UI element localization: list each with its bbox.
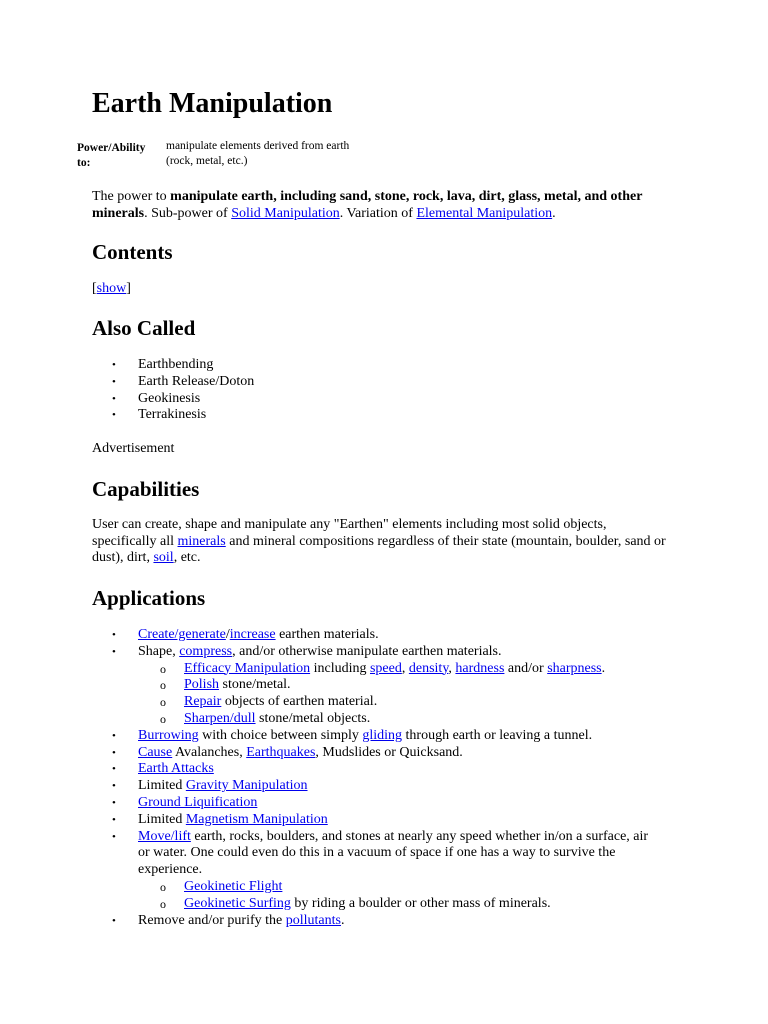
bullet-icon: • <box>112 780 116 793</box>
intro-text: . <box>552 205 556 221</box>
link-sharpen-dull[interactable]: Sharpen/dull <box>184 710 256 726</box>
capabilities-text: , etc. <box>173 550 201 565</box>
sub-list-item <box>92 711 692 728</box>
item-text: stone/metal. <box>219 677 291 693</box>
link-geokinetic-flight[interactable]: Geokinetic Flight <box>184 878 283 894</box>
intro-paragraph <box>92 189 682 222</box>
list-item <box>92 374 692 391</box>
sub-list-item <box>92 896 692 913</box>
item-text: Remove and/or purify the <box>138 912 286 928</box>
circle-bullet-icon: o <box>160 711 166 726</box>
applications-list <box>92 627 692 929</box>
link-gliding[interactable]: gliding <box>362 727 403 743</box>
link-sharpness[interactable]: sharpness <box>547 660 602 676</box>
list-item-text: Earthbending <box>138 357 214 372</box>
bullet-icon: • <box>112 813 116 826</box>
circle-bullet-icon: o <box>160 678 166 693</box>
item-text: objects of earthen material. <box>221 694 378 710</box>
sub-list-item <box>92 694 692 711</box>
bracket: [ <box>92 281 97 296</box>
list-item <box>92 829 692 879</box>
circle-bullet-icon: o <box>160 695 166 710</box>
page-title: Earth Manipulation <box>92 88 333 119</box>
list-item <box>92 745 692 762</box>
bullet-icon: • <box>112 796 116 809</box>
item-text: Limited <box>138 778 186 794</box>
advertisement-label: Advertisement <box>92 441 175 456</box>
item-text: Shape, <box>138 643 180 659</box>
link-repair[interactable]: Repair <box>184 694 222 710</box>
link-soil[interactable]: soil <box>153 550 174 565</box>
list-item <box>92 728 692 745</box>
item-text: . <box>340 912 345 928</box>
slash: / <box>225 627 230 642</box>
item-text: earth, rocks, boulders, and stones at nearly any speed whether in/on a surface, air or water. One could even do this in a vacuum of space if one has a way to survive the experience. <box>138 828 649 878</box>
also-called-list <box>92 357 692 424</box>
list-item <box>92 627 692 644</box>
infobox-value: manipulate elements derived from earth (rock, metal, etc.) <box>166 140 350 167</box>
list-item <box>92 407 692 424</box>
circle-bullet-icon: o <box>160 661 166 676</box>
capabilities-text: and mineral compositions regardless of their state (mountain, boulder, sand or dust), dirt, <box>92 533 666 565</box>
item-text: stone/metal objects. <box>255 710 371 726</box>
list-item <box>92 812 692 829</box>
link-pollutants[interactable]: pollutants <box>285 912 341 928</box>
bullet-icon: • <box>112 375 116 388</box>
list-item <box>92 391 692 408</box>
link-hardness[interactable]: hardness <box>455 660 505 676</box>
item-text: , and/or otherwise manipulate earthen materials. <box>232 643 502 659</box>
capabilities-paragraph <box>92 517 672 567</box>
link-minerals[interactable]: minerals <box>177 533 226 549</box>
bullet-icon: • <box>112 914 116 927</box>
list-item-text: Geokinesis <box>138 390 201 406</box>
heading-applications: Applications <box>92 586 206 610</box>
item-text: Avalanches, <box>172 744 247 760</box>
list-item <box>92 761 692 778</box>
link-increase[interactable]: increase <box>229 627 276 642</box>
link-polish[interactable]: Polish <box>184 677 220 693</box>
bullet-icon: • <box>112 409 116 422</box>
intro-text: . Sub-power of <box>144 205 232 221</box>
bullet-icon: • <box>112 746 116 759</box>
link-geokinetic-surfing[interactable]: Geokinetic Surfing <box>184 895 291 911</box>
comma: , <box>401 660 409 676</box>
link-ground-liquification[interactable]: Ground Liquification <box>138 794 258 810</box>
capabilities-text: User can create, shape and manipulate any "Earthen" elements including most solid objects, specifically all <box>92 517 607 549</box>
item-text: including <box>310 660 370 676</box>
link-density[interactable]: density <box>408 660 449 676</box>
link-move-lift[interactable]: Move/lift <box>138 828 191 844</box>
list-item-text: Earth Release/Doton <box>138 373 255 389</box>
list-item <box>92 913 692 930</box>
bullet-icon: • <box>112 645 116 658</box>
circle-bullet-icon: o <box>160 879 166 894</box>
item-text: earthen materials. <box>275 627 379 642</box>
list-item-text: Terrakinesis <box>138 407 207 423</box>
link-gravity-manipulation[interactable]: Gravity Manipulation <box>185 778 308 794</box>
link-earth-attacks[interactable]: Earth Attacks <box>138 761 214 777</box>
sub-list-item <box>92 677 692 694</box>
list-item <box>92 357 692 374</box>
link-create-generate[interactable]: Create/generate <box>138 627 226 642</box>
bullet-icon: • <box>112 763 116 776</box>
bullet-icon: • <box>112 392 116 405</box>
heading-contents: Contents <box>92 240 173 264</box>
show-contents-link[interactable]: show <box>96 281 127 296</box>
heading-capabilities: Capabilities <box>92 477 200 501</box>
link-burrowing[interactable]: Burrowing <box>138 727 199 743</box>
item-text: and/or <box>504 660 548 676</box>
link-speed[interactable]: speed <box>369 660 402 676</box>
intro-bold: manipulate earth, including sand, stone, rock, lava, dirt, glass, metal, and other minerals <box>92 189 643 221</box>
heading-also-called: Also Called <box>92 316 196 340</box>
infobox-label: Power/Ability to: <box>77 142 146 169</box>
comma: , <box>448 660 456 676</box>
intro-text: . Variation of <box>339 205 417 221</box>
circle-bullet-icon: o <box>160 896 166 911</box>
link-magnetism-manipulation[interactable]: Magnetism Manipulation <box>185 811 328 827</box>
link-efficacy-manipulation[interactable]: Efficacy Manipulation <box>184 660 311 676</box>
link-compress[interactable]: compress <box>179 643 233 659</box>
link-solid-manipulation[interactable]: Solid Manipulation <box>231 205 340 221</box>
list-item <box>92 644 692 661</box>
link-cause[interactable]: Cause <box>138 744 173 760</box>
item-text: with choice between simply <box>198 727 363 743</box>
sub-list-item <box>92 879 692 896</box>
bracket: ] <box>126 281 131 296</box>
item-text: through earth or leaving a tunnel. <box>402 727 593 743</box>
item-text: by riding a boulder or other mass of minerals. <box>290 895 551 911</box>
list-item <box>92 778 692 795</box>
item-text: . <box>601 660 606 676</box>
list-item <box>92 795 692 812</box>
link-earthquakes[interactable]: Earthquakes <box>246 744 316 760</box>
intro-text: The power to <box>92 189 171 204</box>
bullet-icon: • <box>112 830 116 843</box>
contents-toggle <box>92 281 682 298</box>
item-text: Limited <box>138 811 186 827</box>
link-elemental-manipulation[interactable]: Elemental Manipulation <box>416 205 553 221</box>
bullet-icon: • <box>112 629 116 641</box>
bullet-icon: • <box>112 359 116 371</box>
bullet-icon: • <box>112 729 116 742</box>
sub-list-item <box>92 661 692 678</box>
item-text: , Mudslides or Quicksand. <box>315 744 463 760</box>
